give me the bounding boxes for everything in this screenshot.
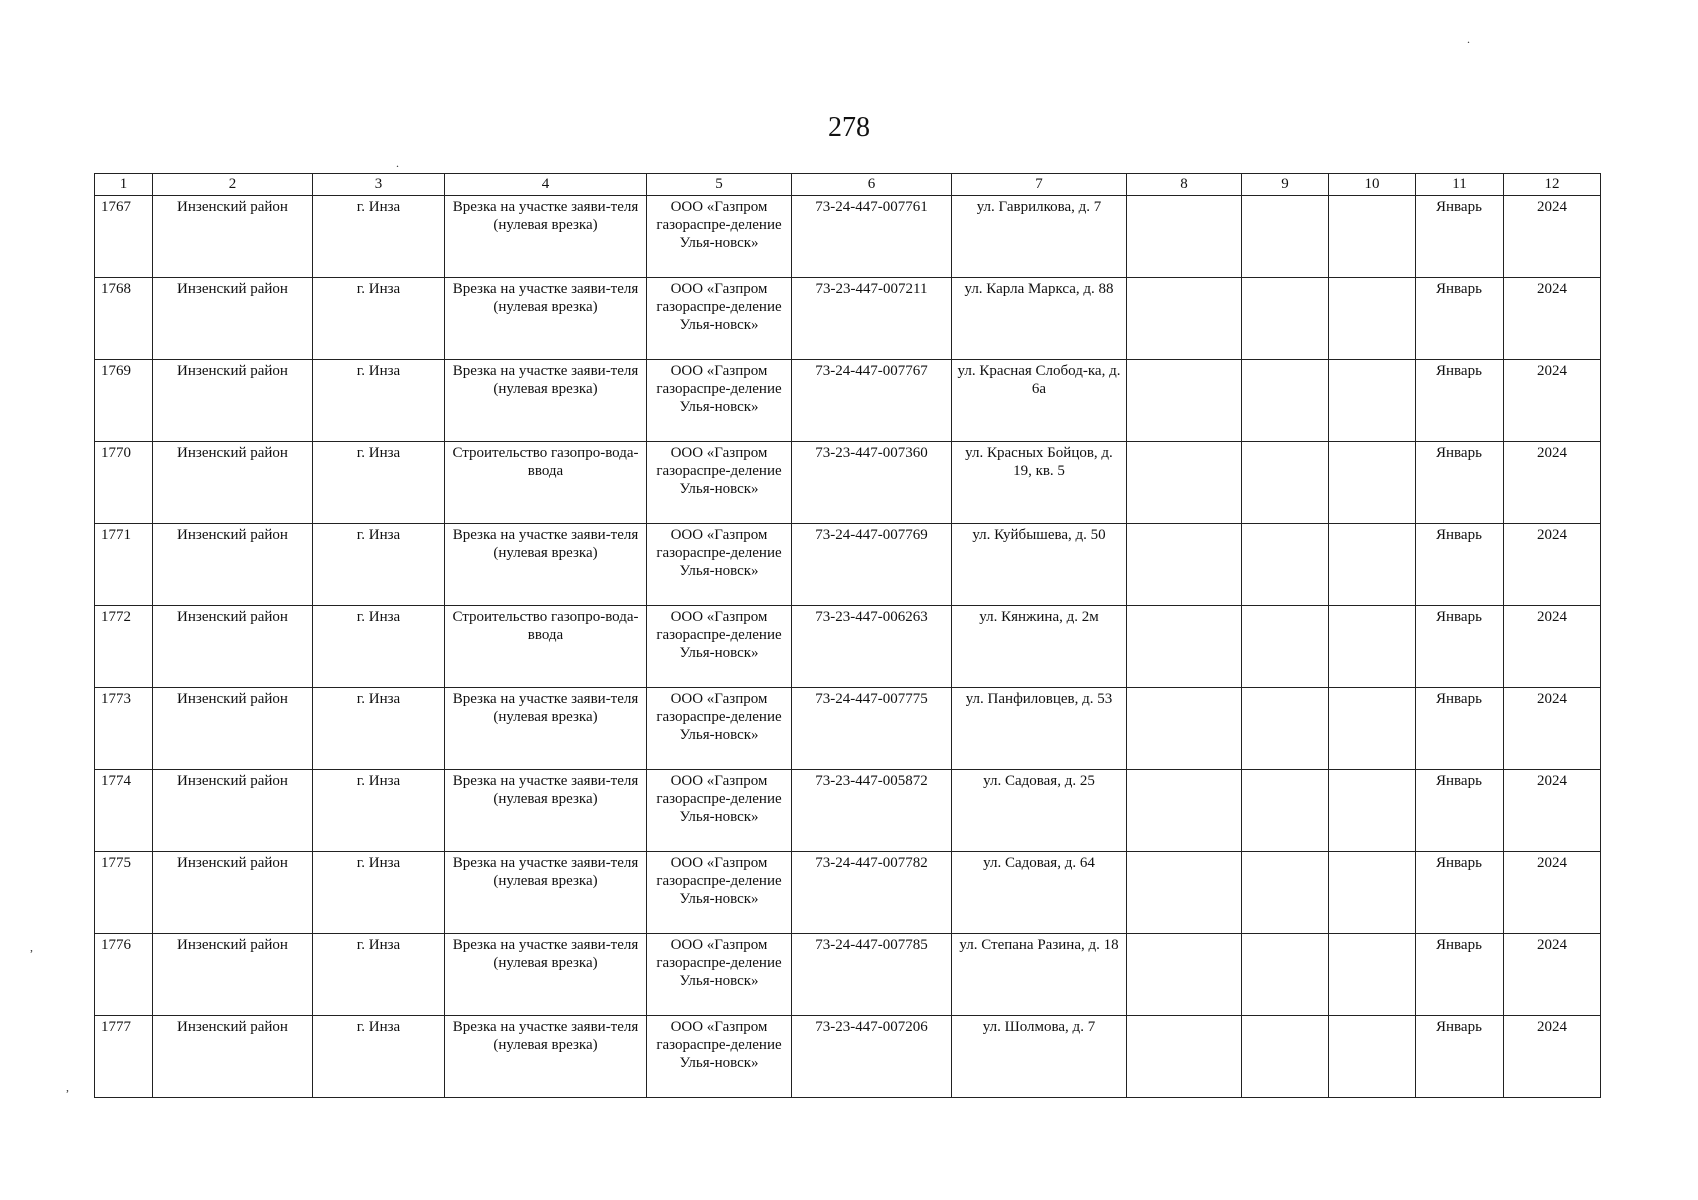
column-header: 6: [792, 174, 952, 196]
column-8-cell: [1127, 770, 1242, 852]
column-10-cell: [1329, 688, 1416, 770]
row-number-cell: 1767: [95, 196, 153, 278]
scan-speck: ,: [30, 940, 33, 954]
organization-cell: ООО «Газпром газораспре-деление Улья-новск»: [647, 606, 792, 688]
table-header-row: [95, 174, 1601, 196]
table-row: [95, 1016, 1601, 1098]
cadastral-code-cell: 73-24-447-007775: [792, 688, 952, 770]
cadastral-code-cell: 73-24-447-007767: [792, 360, 952, 442]
column-10-cell: [1329, 442, 1416, 524]
year-cell: 2024: [1504, 770, 1601, 852]
cadastral-code-cell: 73-23-447-007360: [792, 442, 952, 524]
organization-cell: ООО «Газпром газораспре-деление Улья-новск»: [647, 442, 792, 524]
town-cell: г. Инза: [313, 278, 445, 360]
column-9-cell: [1242, 606, 1329, 688]
town-cell: г. Инза: [313, 360, 445, 442]
work-type-cell: Врезка на участке заяви-теля (нулевая врезка): [445, 852, 647, 934]
cadastral-code-cell: 73-23-447-005872: [792, 770, 952, 852]
column-header: 10: [1329, 174, 1416, 196]
organization-cell: ООО «Газпром газораспре-деление Улья-новск»: [647, 196, 792, 278]
row-number-cell: 1771: [95, 524, 153, 606]
row-number-cell: 1775: [95, 852, 153, 934]
district-cell: Инзенский район: [153, 442, 313, 524]
month-cell: Январь: [1416, 688, 1504, 770]
month-cell: Январь: [1416, 196, 1504, 278]
column-10-cell: [1329, 1016, 1416, 1098]
row-number-cell: 1768: [95, 278, 153, 360]
address-cell: ул. Шолмова, д. 7: [952, 1016, 1127, 1098]
month-cell: Январь: [1416, 278, 1504, 360]
column-8-cell: [1127, 852, 1242, 934]
address-cell: ул. Красная Слобод-ка, д. 6а: [952, 360, 1127, 442]
column-header: 9: [1242, 174, 1329, 196]
address-cell: ул. Садовая, д. 25: [952, 770, 1127, 852]
data-table: [94, 173, 1601, 1098]
scan-speck: .: [1467, 32, 1470, 46]
year-cell: 2024: [1504, 852, 1601, 934]
column-8-cell: [1127, 524, 1242, 606]
column-9-cell: [1242, 360, 1329, 442]
address-cell: ул. Красных Бойцов, д. 19, кв. 5: [952, 442, 1127, 524]
district-cell: Инзенский район: [153, 278, 313, 360]
work-type-cell: Врезка на участке заяви-теля (нулевая врезка): [445, 524, 647, 606]
column-8-cell: [1127, 934, 1242, 1016]
year-cell: 2024: [1504, 442, 1601, 524]
scan-speck: ,: [66, 1080, 69, 1094]
table-row: [95, 278, 1601, 360]
town-cell: г. Инза: [313, 1016, 445, 1098]
district-cell: Инзенский район: [153, 934, 313, 1016]
organization-cell: ООО «Газпром газораспре-деление Улья-новск»: [647, 1016, 792, 1098]
work-type-cell: Строительство газопро-вода-ввода: [445, 606, 647, 688]
column-header: 3: [313, 174, 445, 196]
year-cell: 2024: [1504, 196, 1601, 278]
district-cell: Инзенский район: [153, 852, 313, 934]
table-row: [95, 770, 1601, 852]
column-10-cell: [1329, 770, 1416, 852]
table-row: [95, 442, 1601, 524]
column-10-cell: [1329, 852, 1416, 934]
address-cell: ул. Степана Разина, д. 18: [952, 934, 1127, 1016]
row-number-cell: 1774: [95, 770, 153, 852]
cadastral-code-cell: 73-24-447-007769: [792, 524, 952, 606]
column-10-cell: [1329, 196, 1416, 278]
row-number-cell: 1772: [95, 606, 153, 688]
town-cell: г. Инза: [313, 770, 445, 852]
column-9-cell: [1242, 688, 1329, 770]
column-header: 2: [153, 174, 313, 196]
table-row: [95, 360, 1601, 442]
column-9-cell: [1242, 442, 1329, 524]
column-header: 5: [647, 174, 792, 196]
organization-cell: ООО «Газпром газораспре-деление Улья-новск»: [647, 360, 792, 442]
year-cell: 2024: [1504, 934, 1601, 1016]
district-cell: Инзенский район: [153, 770, 313, 852]
address-cell: ул. Кянжина, д. 2м: [952, 606, 1127, 688]
cadastral-code-cell: 73-23-447-006263: [792, 606, 952, 688]
column-header: 4: [445, 174, 647, 196]
column-9-cell: [1242, 1016, 1329, 1098]
month-cell: Январь: [1416, 524, 1504, 606]
column-10-cell: [1329, 360, 1416, 442]
district-cell: Инзенский район: [153, 196, 313, 278]
work-type-cell: Врезка на участке заяви-теля (нулевая врезка): [445, 934, 647, 1016]
month-cell: Январь: [1416, 770, 1504, 852]
column-9-cell: [1242, 196, 1329, 278]
column-8-cell: [1127, 278, 1242, 360]
column-9-cell: [1242, 278, 1329, 360]
table-row: [95, 606, 1601, 688]
town-cell: г. Инза: [313, 606, 445, 688]
town-cell: г. Инза: [313, 934, 445, 1016]
district-cell: Инзенский район: [153, 688, 313, 770]
column-8-cell: [1127, 606, 1242, 688]
address-cell: ул. Карла Маркса, д. 88: [952, 278, 1127, 360]
work-type-cell: Врезка на участке заяви-теля (нулевая врезка): [445, 278, 647, 360]
work-type-cell: Строительство газопро-вода-ввода: [445, 442, 647, 524]
organization-cell: ООО «Газпром газораспре-деление Улья-новск»: [647, 688, 792, 770]
year-cell: 2024: [1504, 360, 1601, 442]
month-cell: Январь: [1416, 442, 1504, 524]
work-type-cell: Врезка на участке заяви-теля (нулевая врезка): [445, 360, 647, 442]
column-10-cell: [1329, 934, 1416, 1016]
row-number-cell: 1769: [95, 360, 153, 442]
cadastral-code-cell: 73-24-447-007785: [792, 934, 952, 1016]
column-8-cell: [1127, 442, 1242, 524]
month-cell: Январь: [1416, 606, 1504, 688]
month-cell: Январь: [1416, 934, 1504, 1016]
column-header: 7: [952, 174, 1127, 196]
work-type-cell: Врезка на участке заяви-теля (нулевая врезка): [445, 196, 647, 278]
row-number-cell: 1776: [95, 934, 153, 1016]
table-row: [95, 524, 1601, 606]
organization-cell: ООО «Газпром газораспре-деление Улья-новск»: [647, 852, 792, 934]
table-row: [95, 934, 1601, 1016]
column-10-cell: [1329, 278, 1416, 360]
organization-cell: ООО «Газпром газораспре-деление Улья-новск»: [647, 524, 792, 606]
address-cell: ул. Куйбышева, д. 50: [952, 524, 1127, 606]
town-cell: г. Инза: [313, 688, 445, 770]
year-cell: 2024: [1504, 606, 1601, 688]
cadastral-code-cell: 73-24-447-007782: [792, 852, 952, 934]
year-cell: 2024: [1504, 688, 1601, 770]
cadastral-code-cell: 73-24-447-007761: [792, 196, 952, 278]
organization-cell: ООО «Газпром газораспре-деление Улья-новск»: [647, 278, 792, 360]
page-number: 278: [828, 112, 870, 143]
cadastral-code-cell: 73-23-447-007206: [792, 1016, 952, 1098]
column-header: 12: [1504, 174, 1601, 196]
month-cell: Январь: [1416, 360, 1504, 442]
month-cell: Январь: [1416, 852, 1504, 934]
column-9-cell: [1242, 770, 1329, 852]
scan-speck: .: [396, 156, 399, 170]
district-cell: Инзенский район: [153, 606, 313, 688]
town-cell: г. Инза: [313, 524, 445, 606]
column-9-cell: [1242, 852, 1329, 934]
address-cell: ул. Садовая, д. 64: [952, 852, 1127, 934]
row-number-cell: 1770: [95, 442, 153, 524]
organization-cell: ООО «Газпром газораспре-деление Улья-новск»: [647, 934, 792, 1016]
year-cell: 2024: [1504, 278, 1601, 360]
column-header: 1: [95, 174, 153, 196]
town-cell: г. Инза: [313, 196, 445, 278]
table-row: [95, 852, 1601, 934]
table-row: [95, 688, 1601, 770]
month-cell: Январь: [1416, 1016, 1504, 1098]
row-number-cell: 1773: [95, 688, 153, 770]
column-header: 11: [1416, 174, 1504, 196]
column-8-cell: [1127, 1016, 1242, 1098]
work-type-cell: Врезка на участке заяви-теля (нулевая врезка): [445, 688, 647, 770]
row-number-cell: 1777: [95, 1016, 153, 1098]
work-type-cell: Врезка на участке заяви-теля (нулевая врезка): [445, 1016, 647, 1098]
organization-cell: ООО «Газпром газораспре-деление Улья-новск»: [647, 770, 792, 852]
table-row: [95, 196, 1601, 278]
column-10-cell: [1329, 524, 1416, 606]
column-9-cell: [1242, 934, 1329, 1016]
district-cell: Инзенский район: [153, 524, 313, 606]
district-cell: Инзенский район: [153, 360, 313, 442]
column-10-cell: [1329, 606, 1416, 688]
column-9-cell: [1242, 524, 1329, 606]
work-type-cell: Врезка на участке заяви-теля (нулевая врезка): [445, 770, 647, 852]
cadastral-code-cell: 73-23-447-007211: [792, 278, 952, 360]
district-cell: Инзенский район: [153, 1016, 313, 1098]
town-cell: г. Инза: [313, 852, 445, 934]
address-cell: ул. Панфиловцев, д. 53: [952, 688, 1127, 770]
town-cell: г. Инза: [313, 442, 445, 524]
column-8-cell: [1127, 688, 1242, 770]
year-cell: 2024: [1504, 524, 1601, 606]
column-header: 8: [1127, 174, 1242, 196]
address-cell: ул. Гаврилкова, д. 7: [952, 196, 1127, 278]
column-8-cell: [1127, 196, 1242, 278]
year-cell: 2024: [1504, 1016, 1601, 1098]
column-8-cell: [1127, 360, 1242, 442]
